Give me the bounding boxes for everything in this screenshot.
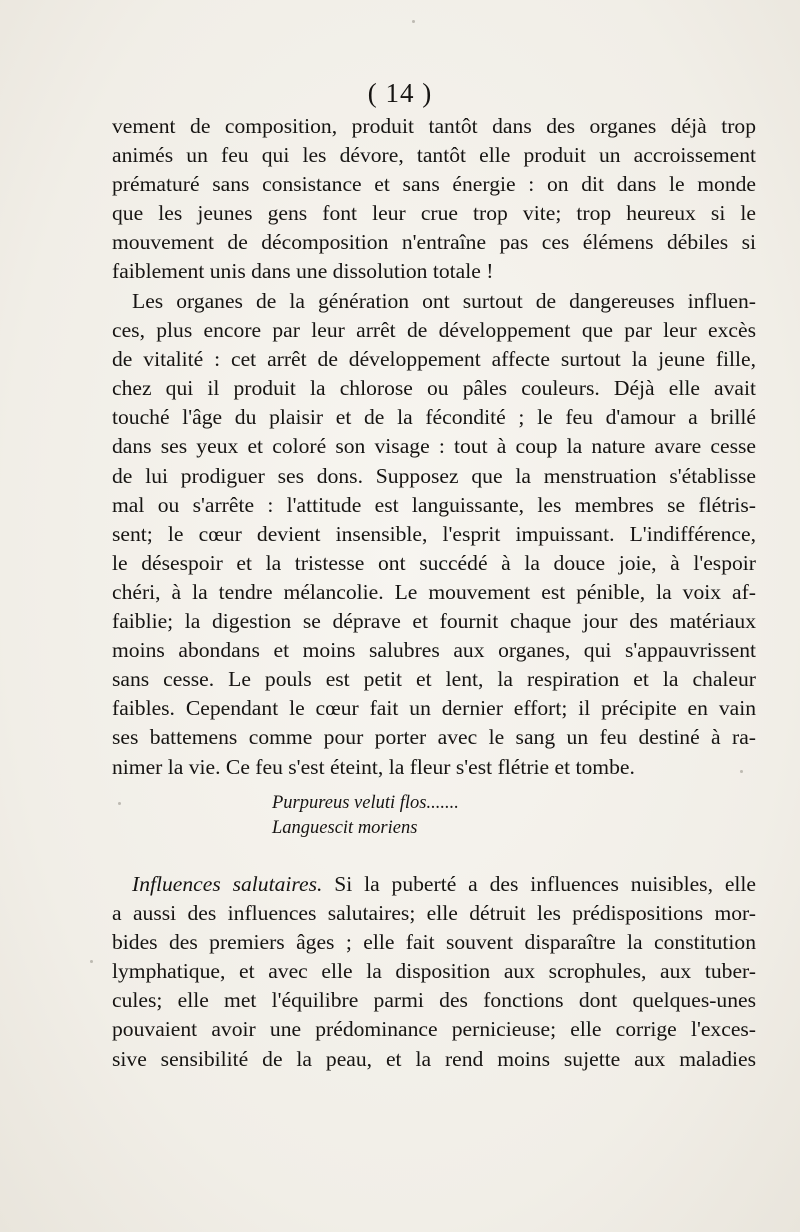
text-line: sent; le cœur devient insensible, l'esprit impuissant. L'indifférence, [112, 521, 756, 546]
paper-speck [740, 770, 743, 773]
latin-verse-quote [272, 791, 459, 841]
paper-speck [412, 20, 415, 23]
text-line: animés un feu qui les dévore, tantôt elle produit un accroissement [112, 143, 756, 168]
text-line: bides des premiers âges ; elle fait souvent disparaître la constitution [112, 930, 756, 955]
text-line: de lui prodiguer ses dons. Supposez que la menstruation s'établisse [112, 463, 756, 488]
text-line: pouvaient avoir une prédominance pernicieuse; elle corrige l'exces- [112, 1017, 756, 1042]
text-line: Les organes de la génération ont surtout de dangereuses influen- [132, 289, 756, 313]
text-line: nimer la vie. Ce feu s'est éteint, la fleur s'est flétrie et tombe. [112, 754, 635, 779]
text-line: sive sensibilité de la peau, et la rend moins sujette aux maladies [112, 1046, 756, 1071]
text-line: touché l'âge du plaisir et de la fécondité ; le feu d'amour a brillé [112, 405, 756, 430]
text-line: chez qui il produit la chlorose ou pâles couleurs. Déjà elle avait [112, 376, 756, 401]
text-line [112, 870, 756, 899]
text-line: vement de composition, produit tantôt dans des organes déjà trop [112, 114, 756, 138]
text-line: moins abondans et moins salubres aux organes, qui s'appauvrissent [112, 638, 756, 663]
paragraph-1 [112, 112, 756, 287]
text-line: faiblement unis dans une dissolution totale ! [112, 259, 494, 284]
text-line: de vitalité : cet arrêt de développement affecte surtout la jeune fille, [112, 347, 756, 372]
text-line: prématuré sans consistance et sans énergie : on dit dans le monde [112, 172, 756, 197]
text-line: faibles. Cependant le cœur fait un dernier effort; il précipite en vain [112, 696, 756, 721]
verse-line: Purpureus veluti flos....... [272, 793, 459, 813]
section-heading: Influences salutaires. [132, 872, 323, 896]
text-line: lymphatique, et avec elle la disposition aux scrophules, aux tuber- [112, 959, 756, 984]
page-number: ( 14 ) [367, 78, 433, 108]
verse-line: Languescit moriens [272, 818, 418, 838]
paragraph-3 [112, 870, 756, 1074]
text-line: cules; elle met l'équilibre parmi des fonctions dont quelques-unes [112, 988, 756, 1013]
text-line: le désespoir et la tristesse ont succédé à la douce joie, à l'espoir [112, 550, 756, 575]
text-line: chéri, à la tendre mélancolie. Le mouvement est pénible, la voix af- [112, 579, 756, 604]
text-line: ces, plus encore par leur arrêt de développement que par leur excès [112, 318, 756, 343]
text-line: ses battemens comme pour porter avec le sang un feu destiné à ra- [112, 725, 756, 750]
paragraph-2 [112, 287, 756, 782]
text-line: mal ou s'arrête : l'attitude est languissante, les membres se flétris- [112, 492, 756, 517]
paper-speck [90, 960, 93, 963]
text-line: dans ses yeux et coloré son visage : tout à coup la nature avare cesse [112, 434, 756, 459]
paper-speck [118, 802, 121, 805]
text-line: faiblie; la digestion se déprave et fournit chaque jour des matériaux [112, 609, 756, 634]
text-line: sans cesse. Le pouls est petit et lent, la respiration et la chaleur [112, 667, 756, 692]
text-line: mouvement de décomposition n'entraîne pas ces élémens débiles si [112, 230, 756, 255]
text-line: que les jeunes gens font leur crue trop vite; trop heureux si le [112, 201, 756, 226]
text-line: a aussi des influences salutaires; elle détruit les prédispositions mor- [112, 901, 756, 926]
heading-line-rest: Si la puberté a des influences nuisibles, elle [334, 872, 756, 896]
